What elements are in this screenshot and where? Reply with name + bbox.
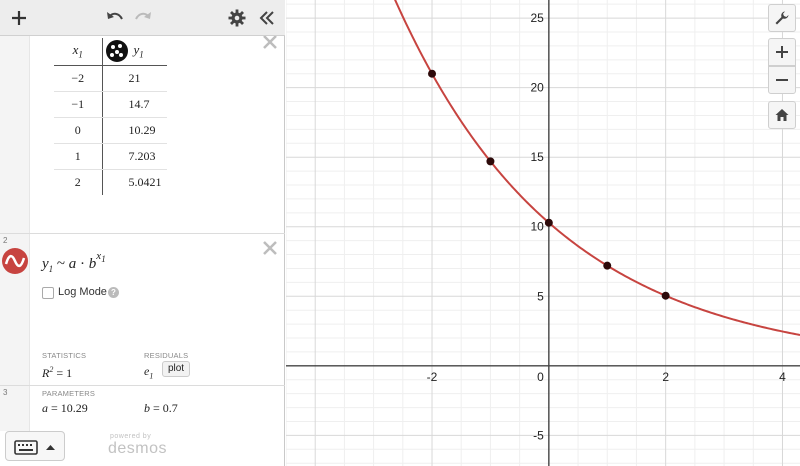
redo-icon bbox=[133, 10, 153, 26]
r-squared-value: $R^2 = 1$ bbox=[42, 365, 73, 380]
regression-icon[interactable] bbox=[2, 248, 28, 274]
table-header-y[interactable]: $y_1$ bbox=[102, 38, 167, 65]
table-cell-y[interactable]: 14.7 bbox=[102, 91, 167, 117]
close-icon[interactable] bbox=[262, 240, 278, 256]
statistics-heading: STATISTICS bbox=[42, 351, 87, 360]
table-cell-x[interactable]: 0 bbox=[54, 117, 102, 143]
expression-panel bbox=[0, 0, 285, 466]
graph-settings-button[interactable] bbox=[768, 4, 796, 32]
powered-by-text: powered by bbox=[110, 433, 152, 440]
parameter-a-value: a = 10.29 bbox=[42, 401, 88, 415]
regression-curve[interactable] bbox=[286, 0, 800, 335]
table-cell-x[interactable]: −2 bbox=[54, 65, 102, 91]
y-tick-label: 10 bbox=[530, 219, 544, 234]
empty-expression[interactable] bbox=[0, 386, 285, 431]
expression-gutter bbox=[0, 234, 30, 385]
log-mode-label: Log Mode bbox=[58, 286, 107, 298]
log-mode-checkbox[interactable] bbox=[42, 287, 54, 299]
table-cell-y[interactable]: 7.203 bbox=[102, 143, 167, 169]
gear-icon bbox=[228, 9, 246, 27]
expression-gutter bbox=[0, 386, 30, 431]
x-tick-label: 2 bbox=[662, 369, 670, 384]
close-icon[interactable] bbox=[262, 36, 278, 50]
help-icon[interactable]: ? bbox=[108, 287, 119, 298]
parameter-b-value: b = 0.7 bbox=[144, 401, 178, 415]
expression-index: 2 bbox=[3, 236, 8, 245]
redo-button[interactable] bbox=[128, 3, 158, 33]
data-point[interactable] bbox=[604, 262, 611, 269]
keyboard-icon bbox=[6, 432, 66, 462]
undo-icon bbox=[105, 10, 125, 26]
graph-paper[interactable] bbox=[286, 0, 800, 466]
home-icon bbox=[774, 107, 790, 123]
table-row bbox=[54, 65, 167, 91]
expression-index: 3 bbox=[3, 388, 8, 397]
data-point[interactable] bbox=[545, 219, 552, 226]
table-row bbox=[54, 117, 167, 143]
table-row bbox=[54, 169, 167, 195]
table-header-x[interactable]: $x_1$ bbox=[54, 38, 102, 65]
y-tick-label: 25 bbox=[530, 11, 544, 26]
add-expression-button[interactable] bbox=[4, 3, 34, 33]
plus-icon bbox=[775, 45, 789, 59]
regression-formula[interactable]: $y_1$ ~ $a \cdot b^{x_1}$ bbox=[42, 250, 106, 274]
regression-curve-icon bbox=[2, 248, 28, 274]
data-point[interactable] bbox=[429, 70, 436, 77]
expression-list bbox=[0, 36, 285, 431]
point-style-icon[interactable] bbox=[106, 40, 128, 62]
regression-expression[interactable] bbox=[0, 234, 285, 415]
table-cell-x[interactable]: 2 bbox=[54, 169, 102, 195]
y-tick-label: -5 bbox=[533, 428, 544, 443]
data-point[interactable] bbox=[487, 158, 494, 165]
table-cell-y[interactable]: 21 bbox=[102, 65, 167, 91]
toolbar bbox=[0, 0, 285, 36]
table-row bbox=[54, 91, 167, 117]
y-tick-label: 20 bbox=[530, 80, 544, 95]
minus-icon bbox=[775, 73, 789, 87]
table-row bbox=[54, 143, 167, 169]
collapse-panel-button[interactable] bbox=[252, 3, 282, 33]
y-tick-label: 5 bbox=[537, 289, 544, 304]
data-table bbox=[54, 38, 167, 195]
x-tick-label: 4 bbox=[779, 369, 786, 384]
parameters-heading: PARAMETERS bbox=[42, 389, 96, 398]
keyboard-toggle-button[interactable] bbox=[5, 431, 65, 461]
table-cell-y[interactable]: 5.0421 bbox=[128, 174, 162, 189]
undo-button[interactable] bbox=[100, 3, 130, 33]
default-viewport-button[interactable] bbox=[768, 101, 796, 129]
table-expression[interactable] bbox=[0, 36, 285, 234]
plot-residuals-button[interactable]: plot bbox=[162, 361, 190, 377]
zoom-in-button[interactable] bbox=[768, 38, 796, 66]
double-chevron-left-icon bbox=[258, 10, 276, 26]
panel-footer bbox=[0, 431, 285, 466]
data-point[interactable] bbox=[662, 292, 669, 299]
zoom-out-button[interactable] bbox=[768, 66, 796, 94]
plus-icon bbox=[11, 10, 27, 26]
desmos-logo[interactable]: desmos bbox=[108, 440, 168, 457]
y-tick-label: 15 bbox=[530, 150, 544, 165]
table-cell-x[interactable]: 1 bbox=[54, 143, 102, 169]
expression-gutter bbox=[0, 36, 30, 233]
wrench-icon bbox=[774, 10, 790, 26]
origin-label: 0 bbox=[537, 369, 544, 384]
table-cell-y[interactable]: 10.29 bbox=[102, 117, 167, 143]
table-cell-x[interactable]: −1 bbox=[54, 91, 102, 117]
graph-canvas[interactable] bbox=[286, 0, 800, 466]
settings-button[interactable] bbox=[222, 3, 252, 33]
residual-variable: $e_1$ bbox=[144, 364, 154, 381]
residuals-heading: RESIDUALS bbox=[144, 351, 189, 360]
x-tick-label: -2 bbox=[426, 369, 438, 384]
